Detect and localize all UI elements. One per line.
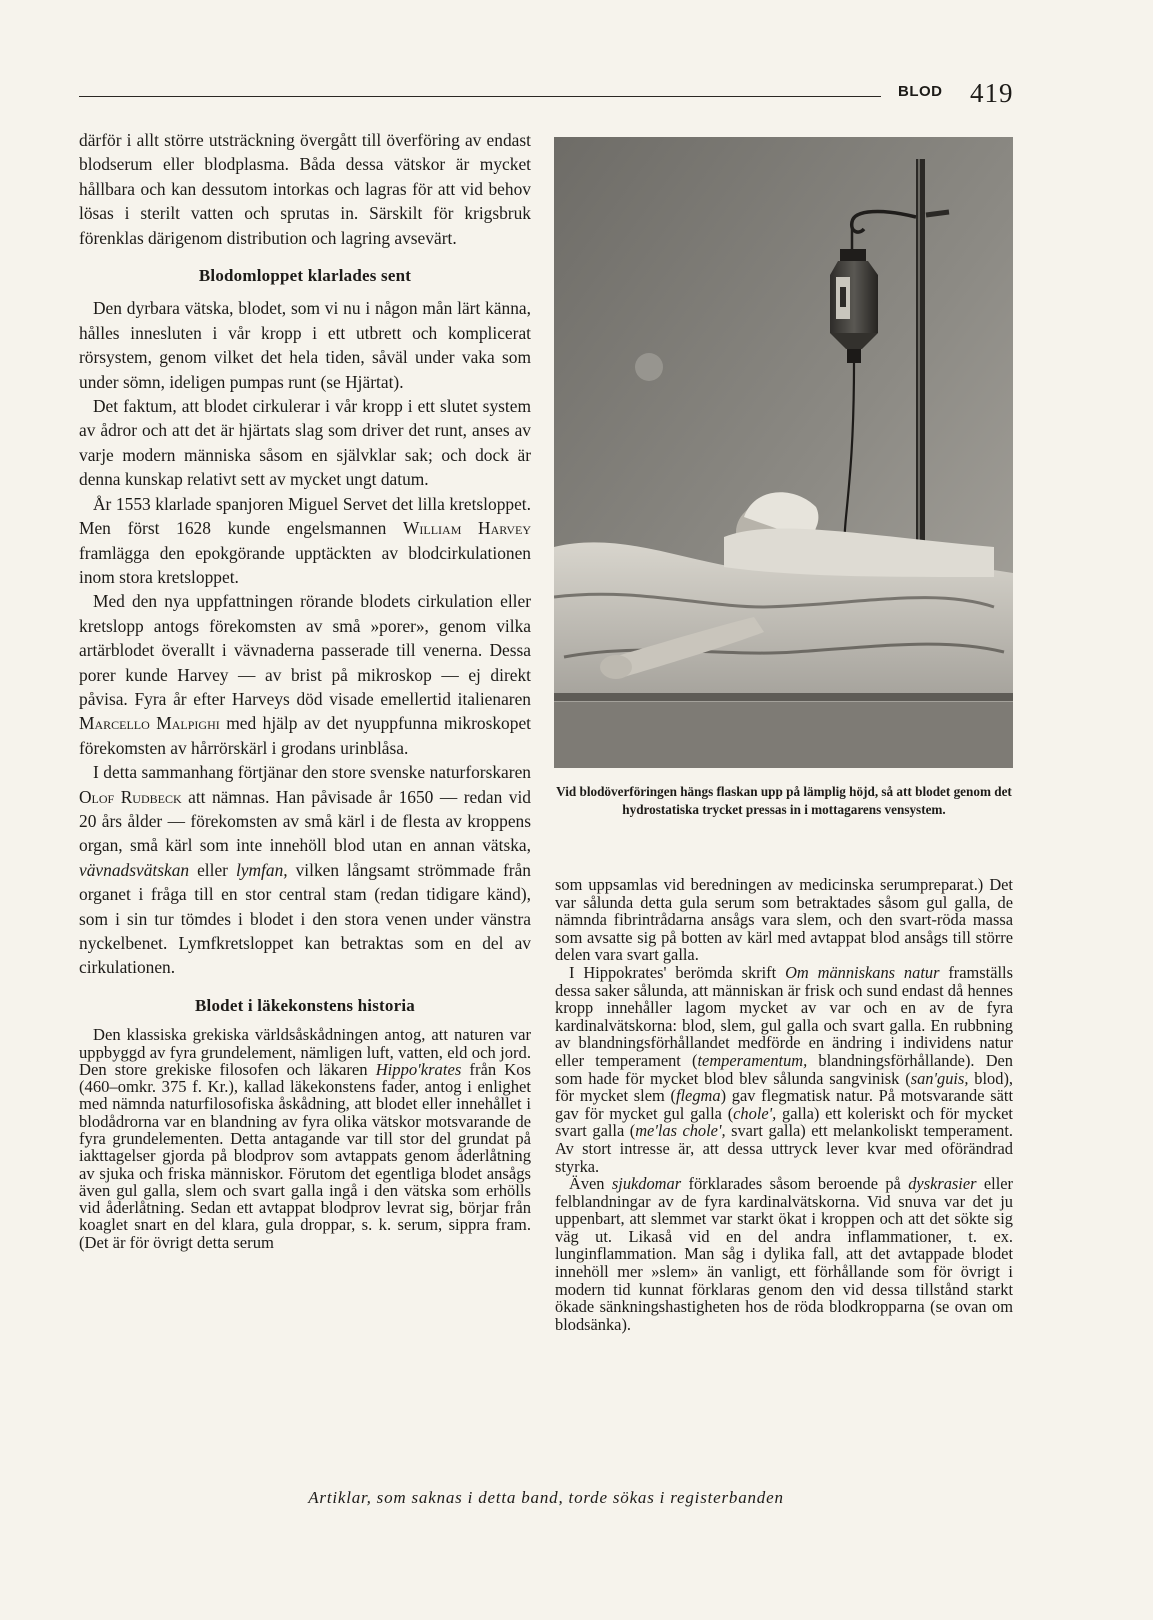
left-column <box>79 128 531 1251</box>
paragraph: Den klassiska grekiska världsåskådningen antog, att naturen var uppbyggd av fyra grundelement, nämligen luft, vatten, eld och jord. Den store grekiske filosofen och läkaren Hippo'krates från Kos (460–omkr. 375 f. Kr.), kallad läkekonstens fader, antog i enlighet med nämnda naturfilosofiska åskådning, att blodet eller innehållet i blodådrorna var en blandning av fyra olika vätskor motsvarande de fyra grundelementen. Detta antagande var till stor del grundat på iakttagelser gjorda på blodprov som avtappats genom åderlåtning av sjuka och friska människor. Förutom det egentliga blodet ansågs även gul galla, slem och svart galla ingå i den vätska som erhölls vid åderlåtning. Sedan ett avtappat blodprov levrat sig, börjar från koaglet snart en del klara, gula droppar, s. k. serum, sippra fram. (Det är för övrigt detta serum <box>79 1025 531 1252</box>
section-heading: Blodet i läkekonstens historia <box>195 995 415 1015</box>
header-rule <box>79 96 881 97</box>
person-name: William Harvey <box>402 518 531 539</box>
term: chole', <box>733 1103 777 1123</box>
small-text-block <box>79 1026 531 1251</box>
term: san'guis, <box>910 1068 969 1088</box>
term: vävnadsvätskan <box>79 859 190 880</box>
photo-blood-transfusion <box>554 137 1013 768</box>
paragraph: I detta sammanhang förtjänar den store svenske naturforskaren Olof Rudbeck att nämnas. Han påvisade år 1650 — redan vid 20 års ålder — förekomsten av små kärl i de flesta av kroppens organ, små kärl som inte innehöll blod utan en annan vätska, vävnadsvätskan eller lymfan, vilken långsamt strömmade från organet i fråga till en stor central stam (redan tidigare känd), som i sin tur tömdes i blodet i den stora venen under vänstra nyckelbenet. Lymfkretsloppet kan betraktas som en del av cirkulationen. <box>79 762 532 978</box>
paragraph: Även sjukdomar förklarades såsom beroende på dyskrasier eller felblandningar av de fyra kardinalvätskorna. Vid snuva var det ju uppenbart, att slemmet var starkt ökat i kroppen och att det sökte sig väg ut. Likaså vid en del andra inflammationer, t. ex. lunginflammation. Man såg i dylika fall, att det avtappade blodet innehöll mer »slem» än vanligt, ett förhållande som för övrigt i modern tid kunnat förklaras genom den vid dessa tillstånd starkt ökade sänkningshastigheten hos de röda blodkropparna (se ovan om blodsänka). <box>555 1174 1014 1334</box>
footer-note: Artiklar, som saknas i detta band, torde sökas i registerbanden <box>308 1488 784 1507</box>
section-heading: Blodomloppet klarlades sent <box>198 266 412 286</box>
term: lymfan, <box>235 859 288 880</box>
paragraph: därför i allt större utsträckning övergått till överföring av endast blodserum eller blodplasma. Båda dessa vätskor är mycket hållbara och kan dessutom intorkas och lagras för att vid behov lösas i sterilt vatten och sprutas in. Särskilt för krigsbruk förenklas därigenom distribution och lagring avsevärt. <box>79 130 531 248</box>
paragraph: Det faktum, att blodet cirkulerar i vår kropp i ett slutet system av ådror och att det är hjärtats slag som driver det runt, anses av varje modern människa såsom en självklar sak; och dock är denna kunskap relativt sett av mycket ungt datum. <box>79 396 531 490</box>
running-head: BLOD <box>898 83 943 100</box>
person-name: Marcello Malpighi <box>79 713 220 734</box>
paragraph: Med den nya uppfattningen rörande blodets cirkulation eller kretslopp antogs förekomsten av små »porer», genom vilka artärblodet överallt i vävnaderna passerade till venerna. Dessa porer kunde Harvey — av brist på mikroskop — ej direkt påvisa. Fyra år efter Harveys död visade emellertid italienaren Marcello Malpighi med hjälp av det nyuppfunna mikroskopet förekomsten av hårrörskärl i grodans urinblåsa. <box>79 591 531 758</box>
photo-illustration <box>554 137 1013 768</box>
paragraph: som uppsamlas vid beredningen av medicinska serumpreparat.) Det var sålunda detta gula serum som betraktades såsom gul galla, de nämnda fibrintrådarna ansågs vara slem, och den svart-röda massa som avsatte sig på botten av kärl med avtappat blod ansågs till större delen vara svart galla. <box>555 875 1013 965</box>
term: sjukdomar <box>611 1174 682 1194</box>
term: temperamentum, <box>697 1050 808 1070</box>
term: flegma <box>675 1086 721 1106</box>
paragraph: I Hippokrates' berömda skrift Om människans natur framställs dessa saker sålunda, att människan är frisk och sund endast då hennes kropp innehåller lagom mycket av var och en av de fyra kardinalvätskorna: blod, slem, gul galla och svart galla. En rubbning av blandningsförhållandet medförde en ändring i individens natur eller temperament (temperamentum, blandningsförhållande). Den som hade för mycket blod blev sålunda sangvinisk (san'guis, blod), för mycket slem (flegma) gav flegmatisk natur. På motsvarande sätt gav för mycket gul galla (chole', galla) ett koleriskt och för mycket svart galla (me'las chole', svart galla) ett melankoliskt temperament. Av stort intresse är, att dessa uttryck lever kvar med oförändrad styrka. <box>555 962 1014 1176</box>
person-name: Hippo'krates <box>375 1059 462 1079</box>
paragraph: Den dyrbara vätska, blodet, som vi nu i någon mån lärt känna, hålles innesluten i vår kropp i ett utbrett och komplicerat rörsystem, genom vilket det hela tiden, såväl under vaka som under sömn, ideligen pumpas runt (se Hjärtat). <box>79 298 531 392</box>
paragraph: År 1553 klarlade spanjoren Miguel Servet det lilla kretsloppet. Men först 1628 kunde engelsmannen William Harvey framlägga den epokgörande upptäckten av blodcirkulationen inom stora kretsloppet. <box>79 493 531 587</box>
term: dyskrasier <box>908 1174 977 1194</box>
right-column <box>555 876 1013 1333</box>
figure-caption: Vid blodöverföringen hängs flaskan upp på lämplig höjd, så att blodet genom det hydrostatiska trycket pressas in i mottagarens vensystem. <box>556 784 1012 817</box>
book-title: Om människans natur <box>785 962 940 982</box>
person-name: Olof Rudbeck <box>79 786 182 807</box>
term: me'las chole', <box>635 1121 726 1141</box>
page-number: 419 <box>970 78 1014 108</box>
